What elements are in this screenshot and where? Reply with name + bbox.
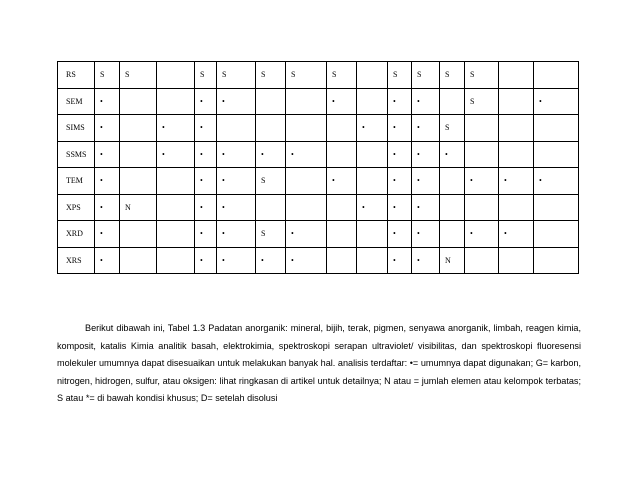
table-cell: • (412, 221, 440, 248)
table-cell: • (412, 194, 440, 221)
table-cell: • (95, 221, 120, 248)
table-cell: • (286, 141, 327, 168)
table-cell: N (440, 247, 465, 274)
table-cell: • (95, 194, 120, 221)
table-cell: S (95, 62, 120, 89)
method-label: TEM (58, 168, 95, 195)
table-cell: S (195, 62, 217, 89)
table-cell (286, 115, 327, 142)
table-caption-paragraph: Berikut dibawah ini, Tabel 1.3 Padatan anorganik: mineral, bijih, terak, pigmen, senyawa anorganik, limbah, reagen kimia, komposit, katalis Kimia analitik basah, elektrokimia, spektroskopi serapan ultraviolet/ visibilitas, dan spektroskopi fluoresensi molekuler umumnya dapat disesuaikan untuk melakukan banyak hal. analisis terdaftar: •= umumnya dapat digunakan; G= karbon, nitrogen, hidrogen, sulfur, atau oksigen: lihat ringkasan di artikel untuk detailnya; N atau = jumlah elemen atau kelompok terbatas; S atau *= di bawah kondisi khusus; D= setelah disolusi (57, 323, 581, 403)
table-cell: • (95, 168, 120, 195)
table-cell: S (256, 221, 286, 248)
table-cell: • (388, 115, 412, 142)
table-cell: • (412, 141, 440, 168)
table-cell: S (440, 115, 465, 142)
table-cell: • (217, 88, 256, 115)
table-cell (120, 115, 157, 142)
table-cell (465, 115, 499, 142)
table-cell: • (534, 88, 579, 115)
table-row (58, 247, 579, 274)
table-cell: • (95, 88, 120, 115)
table-cell (357, 62, 388, 89)
table-cell (534, 62, 579, 89)
table-row (58, 62, 579, 89)
table-cell (440, 88, 465, 115)
table-cell (440, 194, 465, 221)
table-cell: • (388, 141, 412, 168)
table-cell (327, 221, 357, 248)
table-cell (286, 88, 327, 115)
table-cell: • (412, 88, 440, 115)
table-cell: S (286, 62, 327, 89)
table-row (58, 168, 579, 195)
table-cell: • (217, 194, 256, 221)
table-cell: • (465, 168, 499, 195)
table-row (58, 141, 579, 168)
table-cell (120, 88, 157, 115)
table-cell: • (217, 221, 256, 248)
table-cell: • (388, 168, 412, 195)
table-cell: • (286, 247, 327, 274)
table-cell: • (388, 88, 412, 115)
table-cell: • (195, 168, 217, 195)
method-label: XRD (58, 221, 95, 248)
table-cell: • (440, 141, 465, 168)
table-cell: • (157, 141, 195, 168)
table-cell (286, 194, 327, 221)
table-cell (499, 62, 534, 89)
table-cell: • (286, 221, 327, 248)
table-cell: S (327, 62, 357, 89)
table-cell: N (120, 194, 157, 221)
table-cell: S (440, 62, 465, 89)
table-cell (357, 88, 388, 115)
table-cell (499, 194, 534, 221)
table-cell (534, 221, 579, 248)
table-cell: • (499, 221, 534, 248)
table-cell: S (217, 62, 256, 89)
table-cell: • (195, 221, 217, 248)
table-cell: • (388, 247, 412, 274)
table-cell (465, 194, 499, 221)
table-row (58, 115, 579, 142)
table-cell: • (412, 247, 440, 274)
table-cell (157, 194, 195, 221)
table-cell (534, 141, 579, 168)
table-cell (256, 115, 286, 142)
table-cell: • (217, 247, 256, 274)
table-cell: • (195, 194, 217, 221)
table-cell (499, 247, 534, 274)
table-cell: • (465, 221, 499, 248)
table-cell: S (256, 62, 286, 89)
table-cell (465, 247, 499, 274)
table-cell (465, 141, 499, 168)
table-cell: • (95, 141, 120, 168)
method-label: RS (58, 62, 95, 89)
table-cell: S (465, 62, 499, 89)
method-label: XRS (58, 247, 95, 274)
table-cell: S (256, 168, 286, 195)
method-label: SSMS (58, 141, 95, 168)
table-cell (534, 247, 579, 274)
table-cell: • (499, 168, 534, 195)
analysis-methods-table (57, 61, 579, 274)
table-cell: • (388, 221, 412, 248)
table-cell: • (217, 141, 256, 168)
table-cell: • (534, 168, 579, 195)
table-cell (120, 247, 157, 274)
table-cell: • (195, 141, 217, 168)
table-cell (327, 141, 357, 168)
table-cell (157, 88, 195, 115)
table-cell: • (357, 115, 388, 142)
table-cell: S (388, 62, 412, 89)
table-cell (357, 168, 388, 195)
table-cell (120, 141, 157, 168)
table-cell (534, 194, 579, 221)
table-cell: • (95, 115, 120, 142)
table-cell (499, 141, 534, 168)
table-cell (120, 221, 157, 248)
table-cell (327, 194, 357, 221)
table-cell (499, 88, 534, 115)
table-cell: S (120, 62, 157, 89)
table-cell: • (388, 194, 412, 221)
table-cell (440, 221, 465, 248)
table-cell: • (256, 247, 286, 274)
table-cell: S (465, 88, 499, 115)
table-cell: • (357, 194, 388, 221)
table-cell (357, 141, 388, 168)
table-cell (440, 168, 465, 195)
table-cell (157, 168, 195, 195)
table-cell (157, 221, 195, 248)
table-cell (157, 62, 195, 89)
table-cell (120, 168, 157, 195)
table-row (58, 221, 579, 248)
table-cell (357, 247, 388, 274)
table-cell: • (412, 115, 440, 142)
table-cell: • (195, 247, 217, 274)
table-cell: • (327, 88, 357, 115)
table-cell (357, 221, 388, 248)
table-cell: • (256, 141, 286, 168)
table-cell: • (195, 88, 217, 115)
table-cell: • (217, 168, 256, 195)
table-row (58, 88, 579, 115)
table-cell (256, 194, 286, 221)
table-cell (256, 88, 286, 115)
table-cell (286, 168, 327, 195)
table-row (58, 194, 579, 221)
table-cell (157, 247, 195, 274)
table-cell: • (95, 247, 120, 274)
table-cell (499, 115, 534, 142)
table-cell (217, 115, 256, 142)
table-cell: • (195, 115, 217, 142)
table-cell (327, 115, 357, 142)
table-cell: • (412, 168, 440, 195)
method-label: SIMS (58, 115, 95, 142)
table-cell (534, 115, 579, 142)
table-cell: • (327, 168, 357, 195)
table-cell: • (157, 115, 195, 142)
table-cell: S (412, 62, 440, 89)
table-cell (327, 247, 357, 274)
method-label: SEM (58, 88, 95, 115)
method-label: XPS (58, 194, 95, 221)
